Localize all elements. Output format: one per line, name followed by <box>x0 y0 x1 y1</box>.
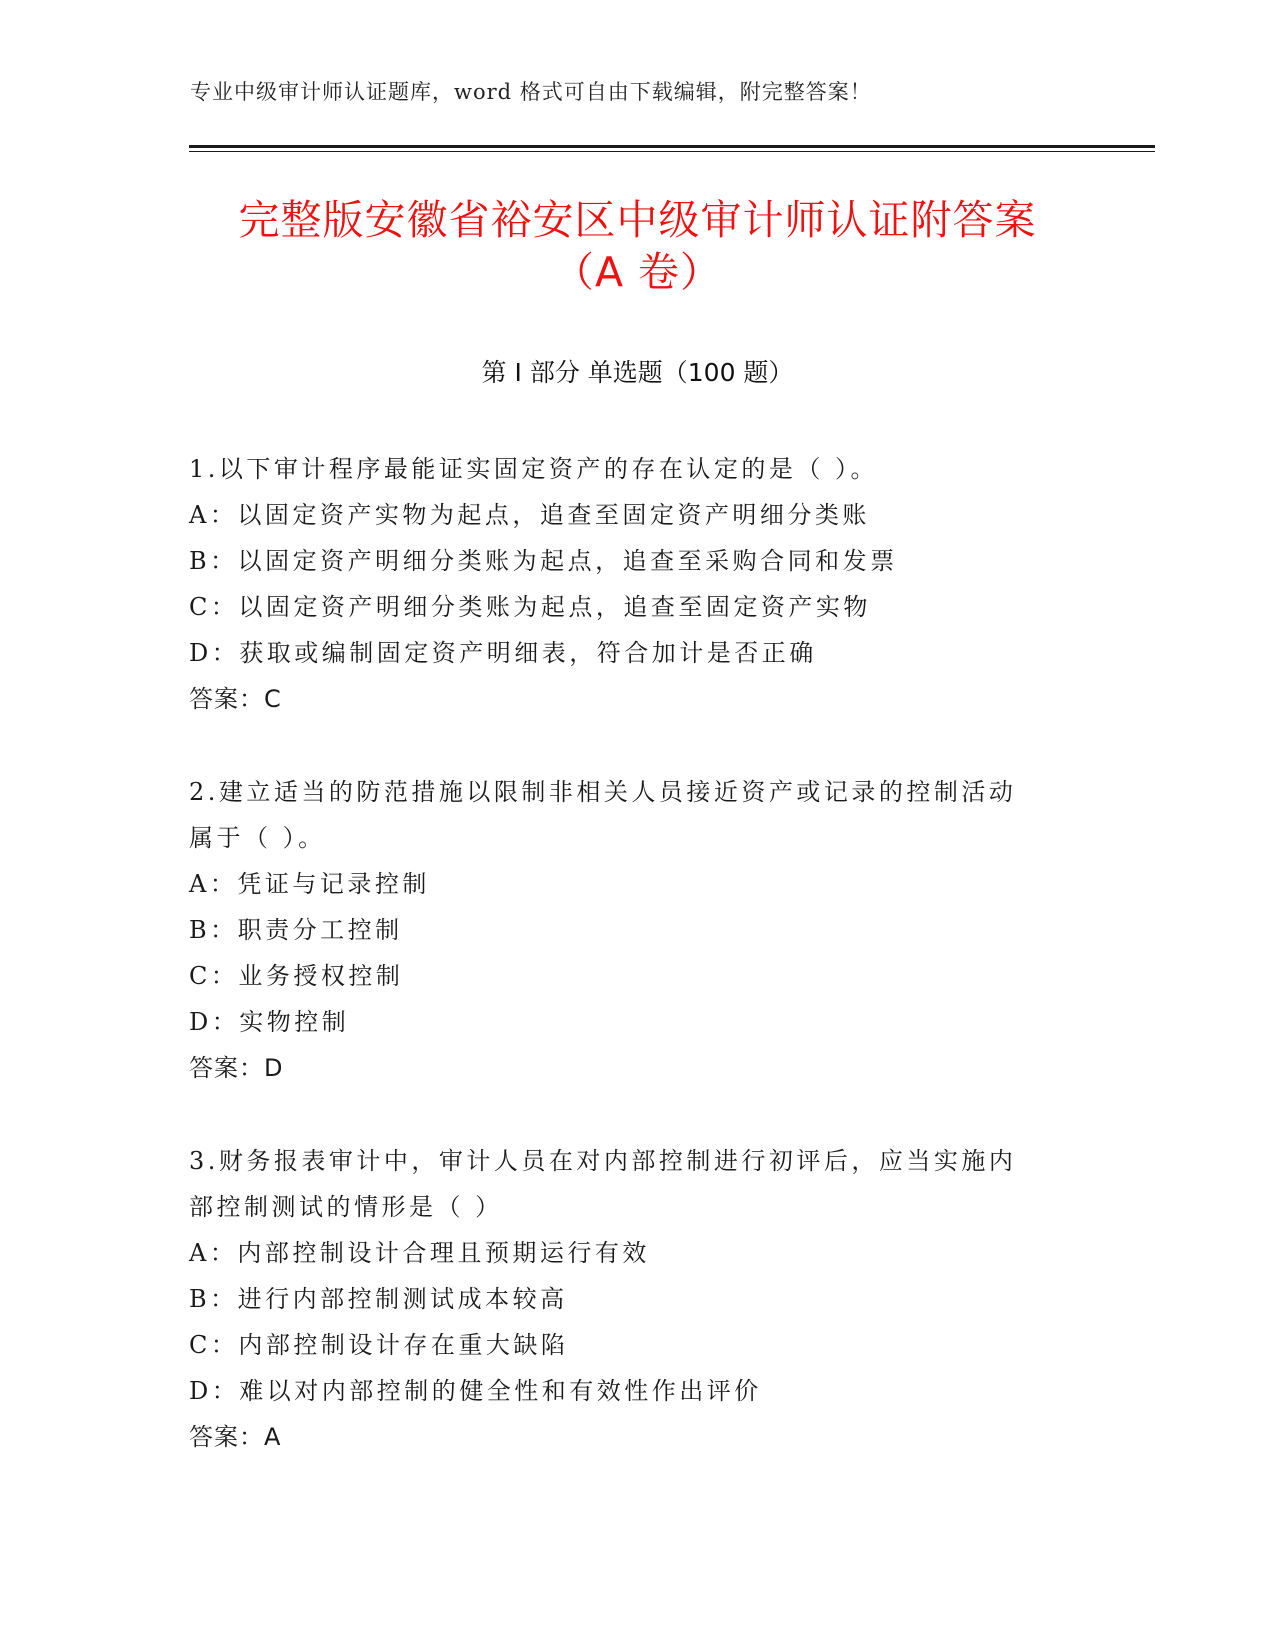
document-title-line-2: （A 卷） <box>552 248 723 296</box>
header-rule-thick <box>189 145 1155 148</box>
question-3 <box>189 1138 1069 1460</box>
header-rule-thin <box>189 151 1155 152</box>
option-d: D：获取或编制固定资产明细表，符合加计是否正确 <box>189 639 817 667</box>
question-1 <box>189 446 1069 722</box>
option-a: A：以固定资产实物为起点，追查至固定资产明细分类账 <box>189 501 870 529</box>
answer: 答案：D <box>189 1054 284 1082</box>
question-2 <box>189 769 1069 1091</box>
question-stem-continued: 属于（ ）。 <box>189 824 326 852</box>
option-b: B：职责分工控制 <box>189 916 403 944</box>
option-c: C：以固定资产明细分类账为起点，追查至固定资产实物 <box>189 593 871 621</box>
option-b: B：以固定资产明细分类账为起点，追查至采购合同和发票 <box>189 547 898 575</box>
option-d: D：难以对内部控制的健全性和有效性作出评价 <box>189 1377 762 1405</box>
question-stem-continued: 部控制测试的情形是（ ） <box>189 1193 503 1221</box>
option-c: C：业务授权控制 <box>189 962 404 990</box>
option-d: D：实物控制 <box>189 1008 350 1036</box>
question-stem: 1.以下审计程序最能证实固定资产的存在认定的是（ ）。 <box>189 455 879 483</box>
document-title <box>150 194 1125 298</box>
question-stem: 3.财务报表审计中，审计人员在对内部控制进行初评后，应当实施内 <box>189 1147 1017 1175</box>
header-note: 专业中级审计师认证题库，word 格式可自由下载编辑，附完整答案！ <box>190 80 872 104</box>
document-title-line-1: 完整版安徽省裕安区中级审计师认证附答案 <box>238 196 1037 244</box>
section-heading: 第 I 部分 单选题（100 题） <box>481 358 794 387</box>
option-c: C：内部控制设计存在重大缺陷 <box>189 1331 569 1359</box>
option-b: B：进行内部控制测试成本较高 <box>189 1285 568 1313</box>
question-stem: 2.建立适当的防范措施以限制非相关人员接近资产或记录的控制活动 <box>189 778 1017 806</box>
option-a: A：内部控制设计合理且预期运行有效 <box>189 1239 650 1267</box>
answer: 答案：C <box>189 685 282 713</box>
answer: 答案：A <box>189 1423 282 1451</box>
question-list <box>189 446 1069 1507</box>
option-a: A：凭证与记录控制 <box>189 870 430 898</box>
